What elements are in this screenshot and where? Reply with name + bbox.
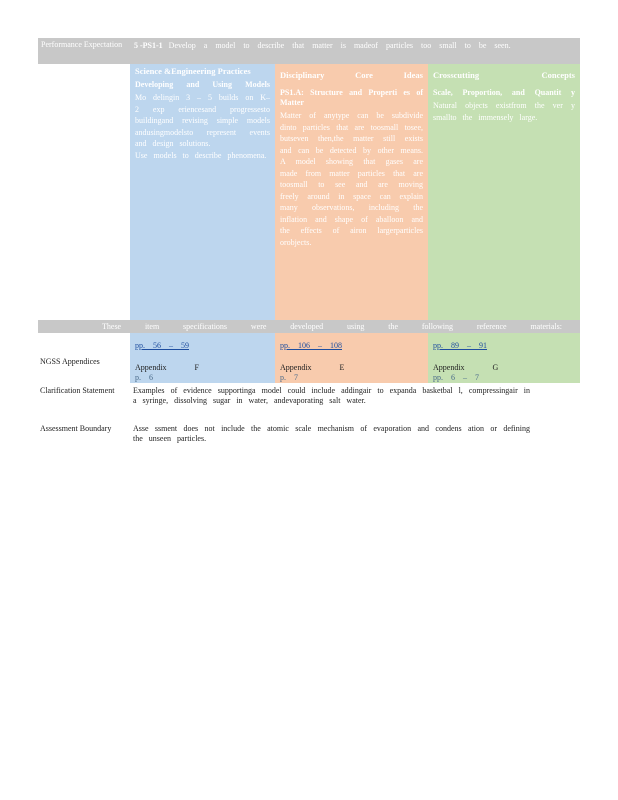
appendix-cell-sep bbox=[130, 333, 275, 383]
appendix-row bbox=[38, 333, 580, 383]
performance-expectation-cell bbox=[130, 38, 580, 64]
assessment-label: Assessment Boundary bbox=[40, 424, 112, 433]
appendix-name: Appendix F bbox=[135, 363, 199, 372]
appendix-name: Appendix G bbox=[433, 363, 499, 372]
reference-note-row bbox=[38, 320, 580, 333]
performance-expectation-row bbox=[38, 38, 580, 64]
appendix-label: NGSS Appendices bbox=[38, 333, 130, 383]
ccc-subheading: Scale, Proportion, and Quantit y bbox=[433, 88, 575, 97]
appendix-pages: p. 6 bbox=[135, 373, 153, 382]
appendix-page-link[interactable]: pp. 56 – 59 bbox=[135, 341, 189, 350]
dci-subheading: PS1.A: Structure and Properti es of Matter bbox=[280, 88, 423, 107]
sep-subheading: Developing and Using Models bbox=[135, 80, 270, 89]
appendix-cell-dci bbox=[275, 333, 428, 383]
appendix-pages: p. 7 bbox=[280, 373, 298, 382]
reference-note: These item specifications were developed using the following reference materials: bbox=[102, 322, 562, 331]
clarification-text: Examples of evidence supportinga model could include addingair to expanda basketbal l, compressingair in a syringe, dissolving sugar in water, andevaporating salt water. bbox=[133, 386, 530, 405]
ccc-heading: Crosscutting Concepts bbox=[433, 70, 575, 80]
clarification-row bbox=[38, 383, 580, 421]
sep-cell bbox=[130, 64, 275, 320]
appendix-pages: pp. 6 – 7 bbox=[433, 373, 479, 382]
ccc-cell bbox=[428, 64, 580, 320]
ccc-paragraph: Natural objects existfrom the ver y smallto the immensely large. bbox=[433, 101, 575, 122]
sep-paragraph: Use models to describe phenomena. bbox=[135, 150, 267, 160]
assessment-row bbox=[38, 421, 580, 447]
sep-paragraph: Mo delingin 3 – 5 builds on K– 2 exp eriencesand progressesto buildingand revising simple models andusingmodelsto represent events and design solutions. bbox=[135, 93, 270, 148]
assessment-text: Asse ssment does not include the atomic scale mechanism of evaporation and condens ation or defining the unseen particles. bbox=[133, 424, 530, 443]
appendix-name: Appendix E bbox=[280, 363, 345, 372]
dimensions-label-cell bbox=[38, 64, 130, 320]
appendix-page-link[interactable]: pp. 89 – 91 bbox=[433, 341, 487, 350]
dimensions-row bbox=[38, 64, 580, 320]
dci-cell bbox=[275, 64, 428, 320]
dci-heading: Disciplinary Core Ideas bbox=[280, 70, 423, 80]
sep-heading: Science &Engineering Practices bbox=[135, 66, 251, 76]
performance-expectation-text: Develop a model to describe that matter is madeof particles too small to be seen. bbox=[168, 41, 511, 50]
item-specification-table bbox=[38, 38, 580, 447]
dci-paragraph: Matter of anytype can be subdivide dinto particles that are toosmall tosee, butseven then,the matter still exists and can be detected by other means. A model showing that gases are made from matter particles that are toosmall to see and are moving freely around in space can explain many observations, including the inflation and shape of aballoon and the effects of airon largerparticles orobjects. bbox=[280, 111, 423, 247]
appendix-page-link[interactable]: pp. 106 – 108 bbox=[280, 341, 342, 350]
appendix-cell-ccc bbox=[428, 333, 580, 383]
performance-expectation-code: 5 -PS1-1 bbox=[134, 41, 163, 50]
performance-expectation-label: Performance Expectation bbox=[41, 40, 123, 49]
clarification-label: Clarification Statement bbox=[40, 386, 115, 395]
